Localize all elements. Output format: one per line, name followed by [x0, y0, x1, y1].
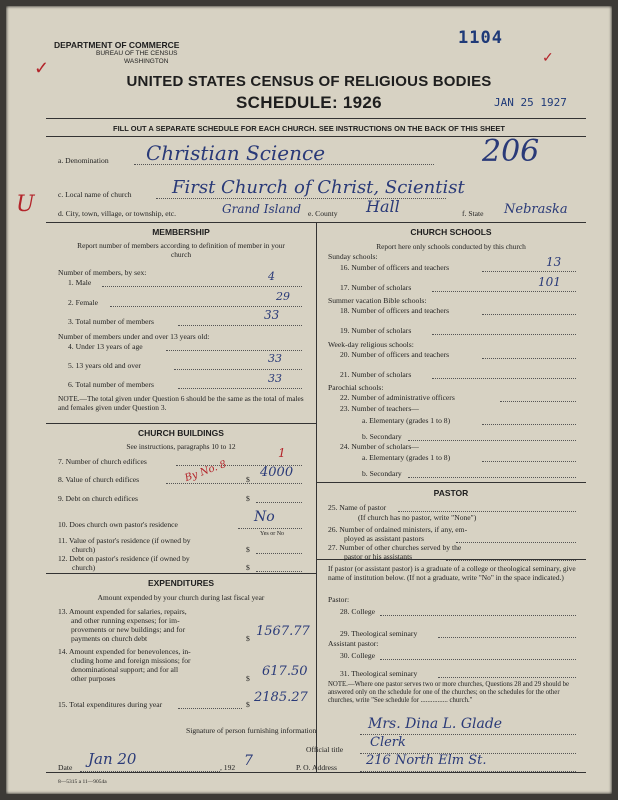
q1-label: 1. Male — [68, 278, 92, 287]
q6-value: 33 — [268, 372, 282, 385]
q11-label-2: church) — [72, 545, 96, 554]
q21-label: 21. Number of scholars — [340, 370, 412, 379]
age-label: Number of members under and over 13 years old: — [58, 332, 210, 341]
rule-expenditures — [46, 573, 316, 574]
schools-subheading: Report here only schools conducted by this church — [376, 242, 526, 251]
q10-line — [238, 528, 302, 529]
margin-mark: U — [16, 192, 35, 217]
q31-label: 31. Theological seminary — [340, 669, 418, 678]
q11-dollar: $ — [246, 545, 250, 554]
q2-label: 2. Female — [68, 298, 98, 307]
parochial-schools-label: Parochial schools: — [328, 383, 384, 392]
red-tick-icon: ✓ — [542, 51, 554, 66]
year-value: 7 — [244, 753, 253, 769]
q16-label: 16. Number of officers and teachers — [340, 263, 450, 272]
q31-line — [438, 677, 576, 678]
q30-label: 30. College — [340, 651, 376, 660]
q11-line — [256, 553, 302, 554]
q9-dollar: $ — [246, 494, 250, 503]
q10-label: 10. Does church own pastor's residence — [58, 520, 178, 529]
q24b-label: b. Secondary — [362, 469, 402, 478]
q15-line — [178, 708, 242, 709]
q15-value: 2185.27 — [254, 690, 308, 705]
q14-line-2: cluding home and foreign missions; for — [71, 656, 191, 665]
q27-line — [446, 560, 576, 561]
q25-line — [398, 511, 576, 512]
denomination-value: Christian Science — [146, 141, 326, 165]
q26-label-1: 26. Number of ordained ministers, if any, em- — [328, 525, 468, 534]
q6-label: 6. Total number of members — [68, 380, 155, 389]
members-by-sex-label: Number of members, by sex: — [58, 268, 147, 277]
q12-label-1: 12. Debt on pastor's residence (if owned by — [58, 554, 190, 563]
q10-value: No — [254, 509, 275, 525]
q4-label: 4. Under 13 years of age — [68, 342, 143, 351]
county-label: e. County — [308, 209, 338, 218]
q7-label: 7. Number of church edifices — [58, 457, 147, 466]
q27-label-1: 27. Number of other churches served by the — [328, 543, 462, 552]
q3-line — [178, 325, 302, 326]
q28-label: 28. College — [340, 607, 376, 616]
buildings-heading: CHURCH BUILDINGS — [138, 428, 224, 438]
schedule-number-stamp: 1104 — [458, 28, 503, 48]
official-title-label: Official title — [306, 745, 344, 754]
q4-line — [166, 350, 302, 351]
q3-value: 33 — [264, 308, 280, 322]
q16-value: 13 — [546, 255, 562, 269]
q27-label-2: pastor or his assistants — [344, 552, 413, 561]
q14-line-4: other purposes — [71, 674, 116, 683]
q13-dollar: $ — [246, 634, 250, 643]
assistant-pastor-label: Assistant pastor: — [328, 639, 379, 648]
q17-label: 17. Number of scholars — [340, 283, 412, 292]
q14-value: 617.50 — [262, 664, 308, 679]
q8-dollar: $ — [246, 475, 250, 484]
department-name: DEPARTMENT OF COMMERCE — [54, 40, 180, 50]
q8-note: By No. 8 — [183, 458, 229, 485]
membership-subheading: Report number of members according to definition of member in your church — [77, 241, 285, 259]
q5-label: 5. 13 years old and over — [68, 361, 141, 370]
rule-bottom — [46, 772, 586, 773]
q3-label: 3. Total number of members — [68, 317, 155, 326]
q14-dollar: $ — [246, 674, 250, 683]
q9-label: 9. Debt on church edifices — [58, 494, 138, 503]
q22-line — [500, 401, 576, 402]
red-check-mark-icon: ✓ — [34, 58, 50, 78]
buildings-subheading: See instructions, paragraphs 10 to 12 — [126, 442, 236, 451]
department-block — [54, 40, 179, 66]
membership-note: NOTE.—The total given under Question 6 should be the same as the total of males and females given under Question 3. — [58, 394, 304, 412]
rule-pastor — [316, 482, 586, 483]
weekday-schools-label: Week-day religious schools: — [328, 340, 414, 349]
date-line — [80, 771, 220, 772]
q13-value: 1567.77 — [256, 624, 310, 639]
q22-label: 22. Number of administrative officers — [340, 393, 455, 402]
q24-label: 24. Number of scholars— — [340, 442, 419, 451]
q2-value: 29 — [276, 290, 290, 303]
q13-block — [58, 607, 187, 643]
q14-line-3: denominational support; and for all — [71, 665, 179, 674]
address-line — [360, 771, 576, 772]
city-value: Grand Island — [222, 202, 302, 216]
q13-line-4: payments on church debt — [71, 634, 148, 643]
q12-label-2: church) — [72, 563, 96, 572]
pastor-bottom-note: NOTE.—Where one pastor serves two or more churches, Questions 28 and 29 should be answered only on the schedule for one of the churches; on the schedules for the other churches, write "See schedule for ................ church." — [328, 681, 570, 704]
state-label: f. State — [462, 209, 484, 218]
form-code: 8—5315 a 11—9054a — [58, 779, 107, 785]
q13-line-3: provements or new buildings; and for — [71, 625, 186, 634]
q5-value: 33 — [268, 352, 282, 365]
instructions-line: FILL OUT A SEPARATE SCHEDULE FOR EACH CHURCH. SEE INSTRUCTIONS ON THE BACK OF THIS SHEET — [113, 124, 505, 133]
schedule-title: SCHEDULE: 1926 — [236, 93, 382, 112]
rule-buildings — [46, 423, 316, 424]
q23a-line — [482, 424, 576, 425]
census-schedule-sheet — [6, 6, 612, 794]
denomination-label: a. Denomination — [58, 156, 109, 165]
q14-line-1: 14. Amount expended for benevolences, in- — [58, 647, 191, 656]
graduate-note: If pastor (or assistant pastor) is a graduate of a college or theological seminary, give name of institution below. (If not a graduate, write "No" in the space indicated.) — [328, 564, 576, 582]
q23a-label: a. Elementary (grades 1 to 8) — [362, 416, 451, 425]
expenditures-heading: EXPENDITURES — [147, 578, 215, 588]
q29-line — [438, 637, 576, 638]
q24b-line — [408, 477, 576, 478]
city-label: d. City, town, village, or township, etc. — [58, 209, 177, 218]
q7-value: 1 — [278, 446, 286, 460]
date-value: Jan 20 — [88, 750, 137, 768]
q12-dollar: $ — [246, 563, 250, 572]
q13-line-1: 13. Amount expended for salaries, repairs, — [58, 607, 187, 616]
q25-hint: (If church has no pastor, write "None") — [358, 513, 477, 522]
signature-value: Mrs. Dina L. Glade — [368, 716, 503, 732]
q8-label: 8. Value of church edifices — [58, 475, 140, 484]
denomination-code: 206 — [482, 134, 540, 169]
q26-label-2: ployed as assistant pastors — [344, 534, 424, 543]
q24a-label: a. Elementary (grades 1 to 8) — [362, 453, 451, 462]
date-received-stamp: JAN 25 1927 — [494, 96, 567, 109]
q23b-line — [408, 440, 576, 441]
q17-line — [432, 291, 576, 292]
q12-line — [256, 571, 302, 572]
q28-line — [380, 615, 576, 616]
q8-value: 4000 — [260, 465, 294, 480]
expenditures-subheading: Amount expended by your church during last fiscal year — [97, 593, 265, 602]
q6-line — [178, 388, 302, 389]
q1-value: 4 — [268, 270, 275, 283]
bureau-name: BUREAU OF THE CENSUS — [96, 50, 178, 57]
q5-line — [174, 369, 302, 370]
q2-line — [110, 306, 302, 307]
local-name-value: First Church of Christ, Scientist — [172, 177, 465, 198]
q19-label: 19. Number of scholars — [340, 326, 412, 335]
q11-label-1: 11. Value of pastor's residence (if owned by — [58, 536, 191, 545]
county-value: Hall — [366, 197, 400, 216]
local-name-label: c. Local name of church — [58, 190, 132, 199]
q18-line — [482, 314, 576, 315]
signature-label: Signature of person furnishing information — [186, 726, 317, 735]
address-label: P. O. Address — [296, 763, 337, 772]
q23-label: 23. Number of teachers— — [340, 404, 419, 413]
q13-line-2: and other running expenses; for im- — [71, 616, 180, 625]
q1-line — [102, 286, 302, 287]
date-label: Date — [58, 763, 73, 772]
q24a-line — [482, 461, 576, 462]
summer-schools-label: Summer vacation Bible schools: — [328, 296, 427, 305]
q17-value: 101 — [538, 275, 561, 289]
pastor-heading: PASTOR — [433, 488, 469, 498]
state-value: Nebraska — [504, 202, 568, 217]
rule-top — [46, 118, 586, 119]
q9-line — [256, 502, 302, 503]
q15-label: 15. Total expenditures during year — [58, 700, 163, 709]
q30-line — [380, 659, 576, 660]
form-title: UNITED STATES CENSUS OF RELIGIOUS BODIES — [126, 73, 492, 90]
q25-label: 25. Name of pastor — [328, 503, 387, 512]
q20-line — [482, 358, 576, 359]
year-prefix: , 192 — [220, 763, 236, 772]
q15-dollar: $ — [246, 700, 250, 709]
q26-line — [456, 542, 576, 543]
official-title-value: Clerk — [370, 735, 406, 750]
schools-heading: CHURCH SCHOOLS — [410, 227, 492, 237]
q19-line — [432, 334, 576, 335]
q18-label: 18. Number of officers and teachers — [340, 306, 450, 315]
q16-line — [482, 271, 576, 272]
sunday-schools-label: Sunday schools: — [328, 252, 378, 261]
address-value: 216 North Elm St. — [366, 753, 487, 768]
q14-block — [58, 647, 191, 683]
q10-hint: Yes or No — [260, 531, 285, 537]
q21-line — [432, 378, 576, 379]
membership-heading: MEMBERSHIP — [152, 227, 210, 237]
q23b-label: b. Secondary — [362, 432, 402, 441]
city-name: WASHINGTON — [124, 58, 169, 65]
q29-label: 29. Theological seminary — [340, 629, 418, 638]
pastor-sub-label: Pastor: — [328, 595, 350, 604]
q20-label: 20. Number of officers and teachers — [340, 350, 450, 359]
local-name-line — [156, 198, 446, 199]
